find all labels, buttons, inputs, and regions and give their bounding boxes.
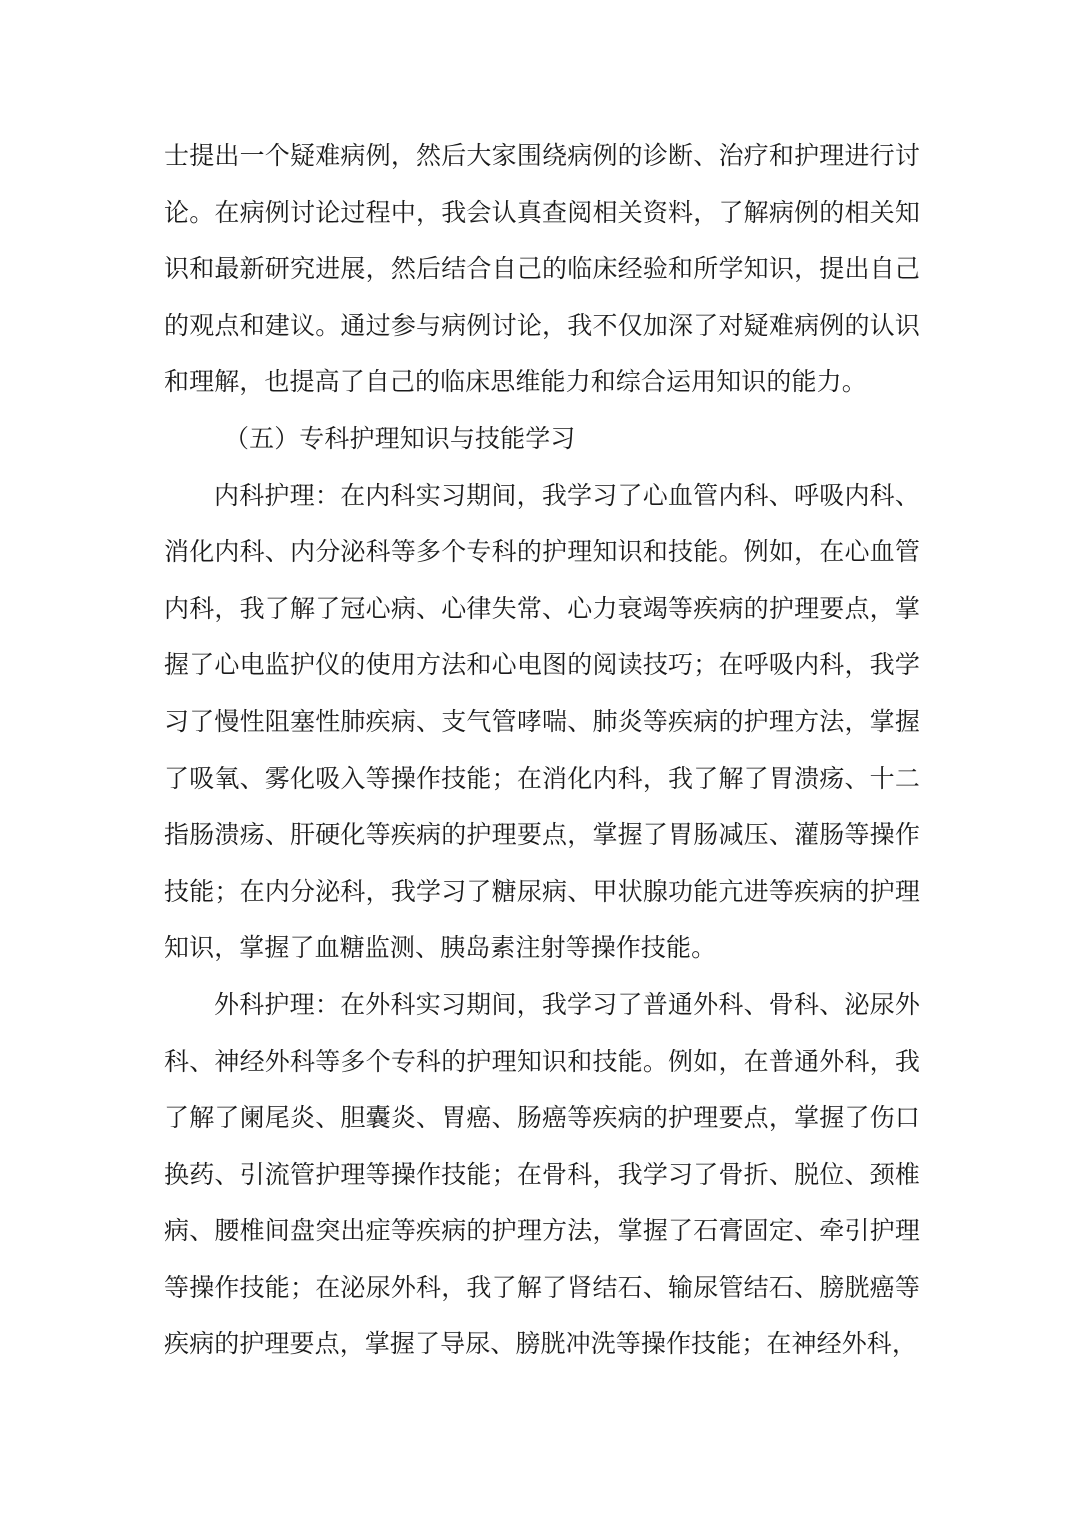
internal-medicine-paragraph: 内科护理：在内科实习期间，我学习了心血管内科、呼吸内科、消化内科、内分泌科等多个专科的护理知识和技能。例如，在心血管内科，我了解了冠心病、心律失常、心力衰竭等疾病的护理要点，掌握了心电监护仪的使用方法和心电图的阅读技巧；在呼吸内科，我学习了慢性阻塞性肺疾病、支气管哮喘、肺炎等疾病的护理方法，掌握了吸氧、雾化吸入等操作技能；在消化内科，我了解了胃溃疡、十二指肠溃疡、肝硬化等疾病的护理要点，掌握了胃肠减压、灌肠等操作技能；在内分泌科，我学习了糖尿病、甲状腺功能亢进等疾病的护理知识，掌握了血糖监测、胰岛素注射等操作技能。	[164, 480, 920, 963]
surgery-paragraph: 外科护理：在外科实习期间，我学习了普通外科、骨科、泌尿外科、神经外科等多个专科的护理知识和技能。例如，在普通外科，我了解了阑尾炎、胆囊炎、胃癌、肠癌等疾病的护理要点，掌握了伤口换药、引流管护理等操作技能；在骨科，我学习了骨折、脱位、颈椎病、腰椎间盘突出症等疾病的护理方法，掌握了石膏固定、牵引护理等操作技能；在泌尿外科，我了解了肾结石、输尿管结石、膀胱癌等疾病的护理要点，掌握了导尿、膀胱冲洗等操作技能；在神经外科，	[164, 989, 920, 1359]
section-heading: （五）专科护理知识与技能学习	[224, 423, 576, 453]
body-text	[164, 128, 920, 1373]
case-discussion-paragraph: 士提出一个疑难病例，然后大家围绕病例的诊断、治疗和护理进行讨论。在病例讨论过程中，我会认真查阅相关资料，了解病例的相关知识和最新研究进展，然后结合自己的临床经验和所学知识，提出自己的观点和建议。通过参与病例讨论，我不仅加深了对疑难病例的认识和理解，也提高了自己的临床思维能力和综合运用知识的能力。	[164, 141, 920, 397]
